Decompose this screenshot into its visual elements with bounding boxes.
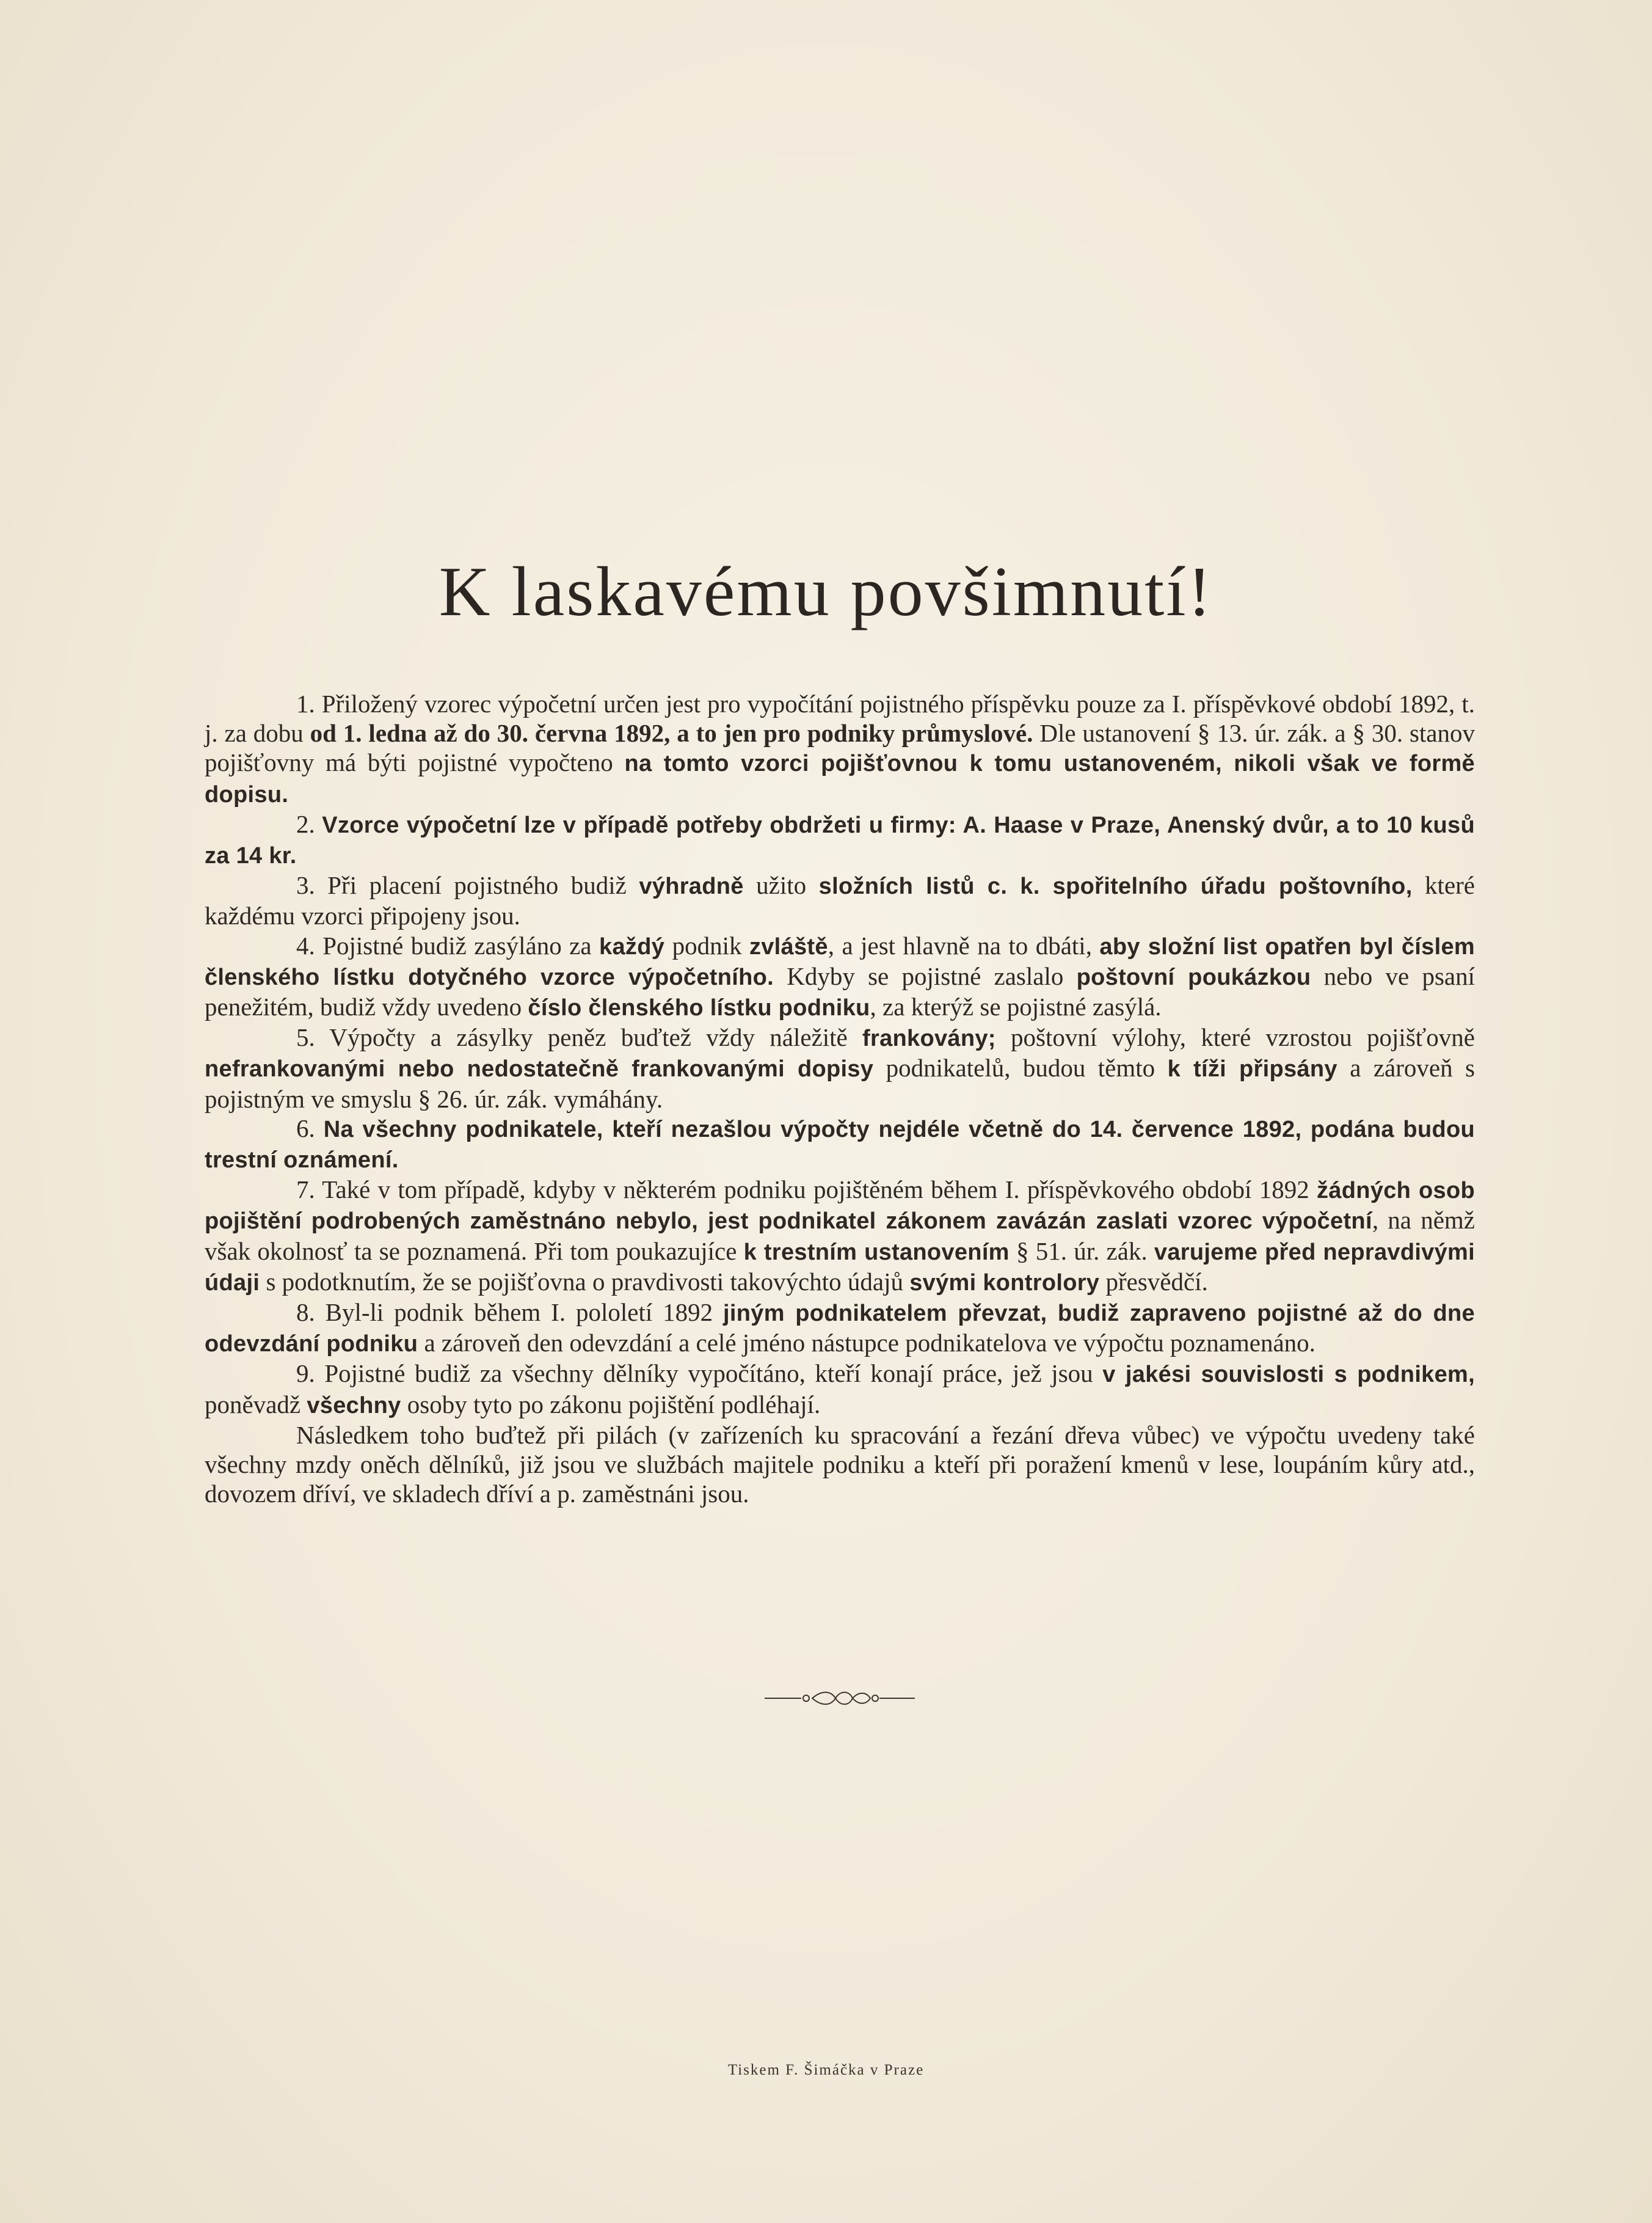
emphasized-text-run: od 1. ledna až do 30. června 1892, a to jen pro podniky průmyslové. xyxy=(310,719,1033,748)
paragraph-2 xyxy=(205,809,1475,871)
emphasized-text-run: frankovány; xyxy=(862,1026,996,1052)
text-run: užito xyxy=(743,871,819,900)
emphasized-text-run: jiným podnikatelem převzat, budiž zapraveno pojistné až do dne odevzdání podniku xyxy=(205,1301,1475,1357)
text-run: 4. Pojistné budiž zasýláno za xyxy=(296,931,600,960)
paragraph-7 xyxy=(205,1175,1475,1298)
text-run: podnikatelů, budou těmto xyxy=(873,1054,1168,1082)
text-run: 2. xyxy=(296,809,322,838)
emphasized-text-run: k tíži připsány xyxy=(1167,1056,1337,1082)
text-run: s podotknutím, že se pojišťovna o pravdivosti takovýchto údajů xyxy=(260,1267,910,1296)
emphasized-text-run: zvláště xyxy=(749,933,828,960)
emphasized-text-run: v jakési souvislosti s podnikem, xyxy=(1102,1362,1475,1388)
decorative-flourish xyxy=(763,1689,916,1707)
emphasized-text-run: žádných osob pojištění podrobených zaměstnáno nebylo, jest podnikatel zákonem zavázán zaslati vzorec výpočetní xyxy=(205,1178,1476,1235)
paragraph-3 xyxy=(205,871,1475,930)
emphasized-text-run: Na všechny podnikatele, kteří nezašlou výpočty nejdéle včetně do 14. července 1892, podána budou trestní oznámení. xyxy=(205,1116,1475,1174)
emphasized-text-run: nefrankovanými nebo nedostatečně frankovanými dopisy xyxy=(205,1056,874,1082)
text-run: , a jest hlavně na to dbáti, xyxy=(828,931,1100,960)
text-run: 3. Při placení pojistného budiž xyxy=(296,871,639,900)
text-run: , na němž však okolnosť ta se poznamená. Při tom poukazujíce xyxy=(205,1206,1476,1265)
emphasized-text-run: svými kontrolory xyxy=(909,1269,1100,1296)
text-run: nebo ve psaní penežitém, budiž vždy uvedeno xyxy=(205,962,1475,1021)
text-run: § 51. úr. zák. xyxy=(1009,1236,1154,1265)
emphasized-text-run: všechny xyxy=(307,1392,401,1418)
text-run: přesvědčí. xyxy=(1099,1267,1208,1296)
paragraph-4 xyxy=(205,931,1475,1023)
paragraph-9 xyxy=(205,1359,1475,1420)
text-run: podnik xyxy=(664,931,749,960)
emphasized-text-run: poštovní poukázkou xyxy=(1076,964,1311,990)
paragraph-6 xyxy=(205,1114,1475,1175)
text-run: 1. Přiložený vzorec výpočetní určen jest pro vypočítání pojistného příspěvku pouze za I. příspěvkové období 1892, t. j. za dobu xyxy=(205,690,1475,748)
text-run: a zároveň s pojistným ve smyslu § 26. úr. zák. vymáhány. xyxy=(205,1054,1475,1113)
text-run: osoby tyto po zákonu pojištění podléhají. xyxy=(401,1390,821,1418)
text-run: poněvadž xyxy=(205,1390,307,1418)
text-run: 8. Byl-li podnik během I. pololetí 1892 xyxy=(296,1298,724,1327)
emphasized-text-run: k trestním ustanovením xyxy=(743,1239,1010,1265)
document-title: K laskavému povšimnutí! xyxy=(438,553,1214,631)
emphasized-text-run: výhradně xyxy=(639,874,744,900)
emphasized-text-run: číslo členského lístku podniku xyxy=(528,995,870,1021)
paragraph-5 xyxy=(205,1023,1475,1114)
emphasized-text-run: aby složní list opatřen byl číslem členského lístku dotyčného vzorce výpočetního. xyxy=(205,933,1475,990)
text-run: které každému vzorci připojeny jsou. xyxy=(205,871,1475,930)
paragraph-10 xyxy=(205,1420,1475,1509)
emphasized-text-run: složních listů c. k. spořitelního úřadu poštovního, xyxy=(818,874,1413,900)
text-run: Kdyby se pojistné zaslalo xyxy=(773,962,1077,990)
printer-imprint: Tiskem F. Šimáčka v Praze xyxy=(727,2062,925,2078)
paragraph-8 xyxy=(205,1298,1475,1359)
emphasized-text-run: Vzorce výpočetní lze v případě potřeby obdržeti u firmy: A. Haase v Praze, Anenský dvůr, a to 10 kusů za 14 kr. xyxy=(205,812,1475,869)
text-run: 7. Také v tom případě, kdyby v některém podniku pojištěném během I. příspěvkového období 1892 xyxy=(296,1175,1317,1204)
emphasized-text-run: na tomto vzorci pojišťovnou k tomu ustanoveném, nikoli však ve formě dopisu. xyxy=(205,751,1475,808)
text-run: 6. xyxy=(296,1114,324,1142)
text-run: 9. Pojistné budiž za všechny dělníky vypočítáno, kteří konají práce, jež jsou xyxy=(296,1359,1103,1388)
text-run: Následkem toho buďtež při pilách (v zařízeních ku spracování a řezání dřeva vůbec) ve výpočtu uvedeny také všechny mzdy oněch dělníků, již jsou ve službách majitele podniku a kteří při poražení kmenů v lese, loupáním kůry atd., dovozem dříví, ve skladech dříví a p. zaměstnáni jsou. xyxy=(205,1420,1475,1508)
document-body xyxy=(205,689,1475,1508)
text-run: , za kterýž se pojistné zasýlá. xyxy=(870,993,1162,1021)
emphasized-text-run: varujeme před nepravdivými údaji xyxy=(205,1239,1476,1296)
text-run: a zároveň den odevzdání a celé jméno nástupce podnikatelova ve výpočtu poznamenáno. xyxy=(418,1329,1315,1357)
text-run: poštovní výlohy, které vzrostou pojišťovně xyxy=(995,1023,1475,1052)
text-run: Dle ustanovení § 13. úr. zák. a § 30. stanov pojišťovny má býti pojistné vypočteno xyxy=(205,719,1475,777)
emphasized-text-run: každý xyxy=(599,933,665,960)
text-run: 5. Výpočty a zásylky peněz buďtež vždy náležitě xyxy=(296,1023,863,1052)
paragraph-1 xyxy=(205,689,1475,809)
